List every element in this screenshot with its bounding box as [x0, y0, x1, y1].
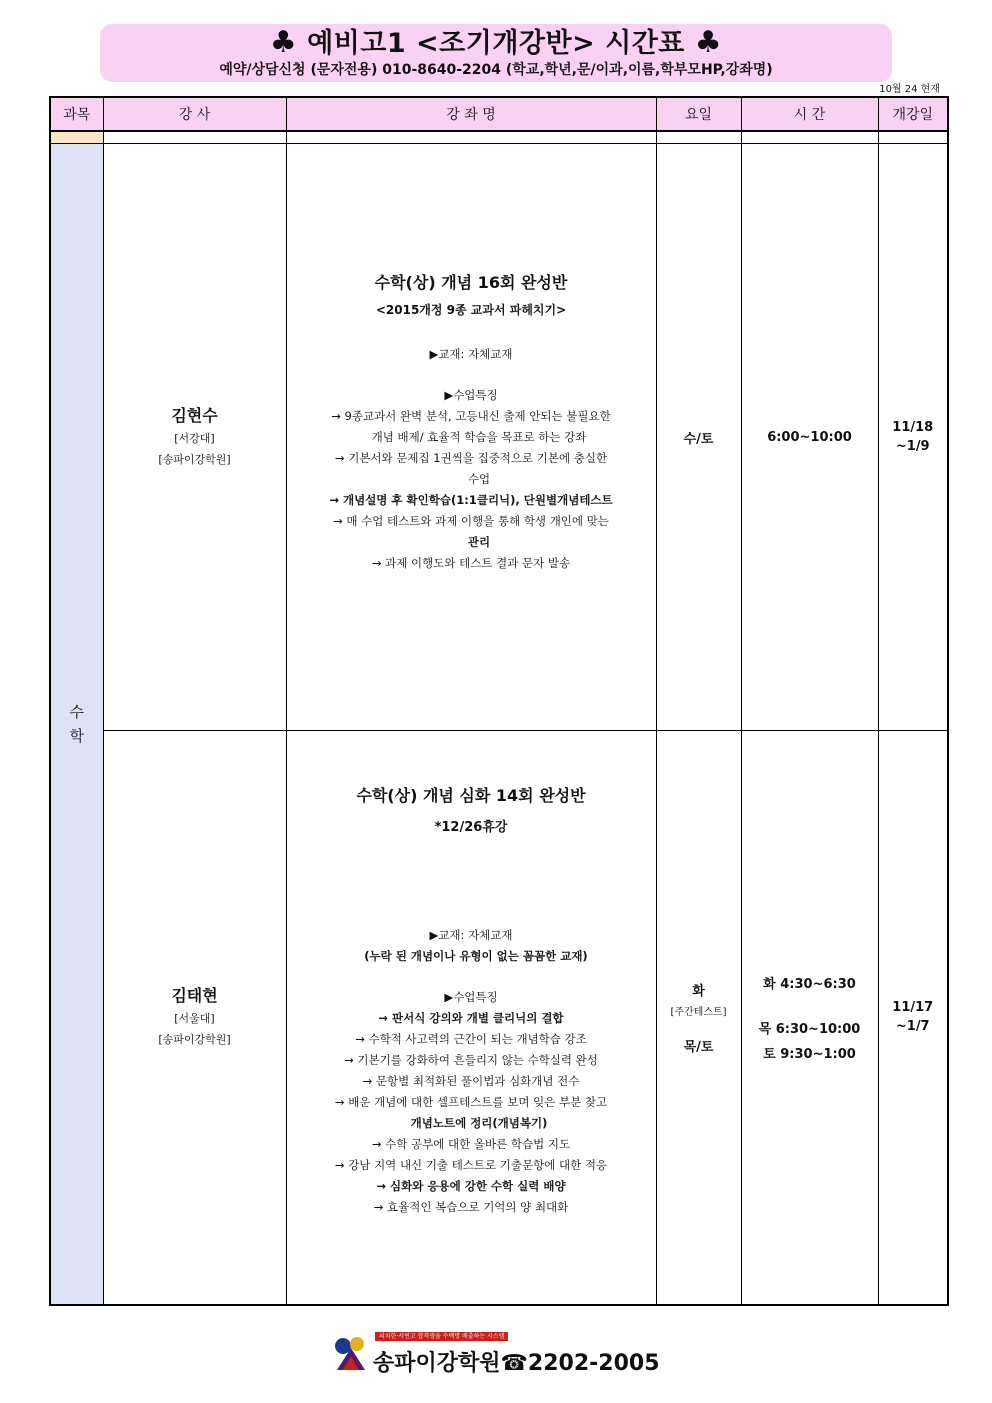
col-subject: 과목: [50, 97, 103, 131]
course-subtitle: <2015개정 9종 교과서 파헤치기>: [375, 303, 567, 317]
brand-phone: ☎2202-2005: [500, 1351, 660, 1376]
feature-item: → 수학 공부에 대한 올바른 학습법 지도: [371, 1137, 571, 1151]
start-cell: [878, 731, 948, 1305]
subject-cell: [50, 144, 103, 1305]
col-teacher: 강 사: [103, 97, 286, 131]
subject-label: 수학: [69, 703, 84, 745]
days-value: 수/토: [683, 431, 714, 447]
teacher-cell: [103, 144, 286, 731]
col-course: 강 좌 명: [286, 97, 656, 131]
time-3: 토 9:30~1:00: [763, 1046, 856, 1062]
time-2: 목 6:30~10:00: [758, 1021, 861, 1037]
time-cell: [741, 144, 878, 731]
end-date: ~1/9: [895, 439, 930, 454]
col-days: 요일: [656, 97, 741, 131]
start-date: 11/18: [892, 420, 934, 435]
textbook-line: ▶교재: 자체교재: [429, 928, 513, 942]
title-banner: [100, 24, 892, 82]
feature-item: → 개념설명 후 확인학습(1:1클리닉), 단원별개념테스트: [329, 493, 613, 507]
club-icon: ♣: [269, 25, 298, 60]
footer-brand: [373, 1346, 660, 1377]
days-cell: [656, 731, 741, 1305]
teacher-school: [서강대]: [174, 432, 215, 445]
feature-item: 개념 배제/ 효율적 학습을 목표로 하는 강좌: [371, 430, 587, 444]
teacher-cell: [103, 731, 286, 1305]
feature-item: 수업: [467, 472, 491, 486]
spacer-row: [50, 131, 948, 144]
col-start: 개강일: [878, 97, 948, 131]
feature-item: 개념노트에 정리(개념복기): [410, 1116, 548, 1130]
teacher-school: [서울대]: [174, 1012, 215, 1026]
academy-logo-icon: [333, 1334, 369, 1374]
table-row: [50, 144, 948, 731]
feature-item: → 기본서와 문제집 1권씩을 집중적으로 기본에 충실한: [334, 451, 608, 465]
footer-tagline: 의치한·서연고 합격생을 수백명 배출하는 시스템: [375, 1332, 508, 1341]
feature-item: → 기본기를 강화하여 흔들리지 않는 수학실력 완성: [344, 1053, 598, 1067]
course-cell: [286, 144, 656, 731]
page-title: [100, 27, 892, 60]
feature-item: → 9종교과서 완벽 분석, 고등내신 출제 안되는 불필요한: [331, 409, 611, 423]
days-cell: [656, 144, 741, 731]
feature-item: → 판서식 강의와 개별 클리닉의 결합: [378, 1011, 564, 1025]
feature-item: → 수학적 사고력의 근간이 되는 개념학습 강조: [355, 1032, 587, 1046]
time-cell: [741, 731, 878, 1305]
teacher-name: 김태현: [171, 986, 218, 1006]
course-title: 수학(상) 개념 심화 14회 완성반: [356, 786, 586, 805]
course-cell: [286, 731, 656, 1305]
teacher-academy: [송파이강학원]: [158, 1033, 231, 1047]
col-time: 시 간: [741, 97, 878, 131]
feature-item: → 효율적인 복습으로 기억의 양 최대화: [373, 1200, 569, 1214]
footer-logo: [333, 1330, 673, 1378]
feature-item: → 매 수업 테스트와 과제 이행을 통해 학생 개인에 맞는: [333, 514, 609, 528]
feature-item: → 과제 이행도와 테스트 결과 문자 발송: [371, 556, 571, 570]
feature-item: → 심화와 응용에 강한 수학 실력 배양: [376, 1179, 566, 1193]
start-cell: [878, 144, 948, 731]
features-label: ▶수업특징: [444, 990, 498, 1004]
feature-item: 관리: [467, 535, 491, 549]
teacher-academy: [송파이강학원]: [158, 453, 231, 466]
header-row: [50, 97, 948, 131]
textbook-note: (누락 된 개념이나 유형이 없는 꼼꼼한 교재): [364, 949, 588, 963]
brand-name: 송파이강학원: [373, 1351, 501, 1376]
features-label: ▶수업특징: [444, 388, 498, 402]
feature-item: → 강남 지역 내신 기출 테스트로 기출문항에 대한 적응: [334, 1158, 608, 1172]
course-subtitle: *12/26휴강: [434, 820, 508, 835]
day-1-note: [주간테스트]: [670, 1006, 727, 1018]
schedule-table: [49, 96, 949, 1306]
time-1: 화 4:30~6:30: [763, 976, 856, 992]
start-date: 11/17: [892, 1000, 934, 1016]
title-text: 예비고1 <조기개강반> 시간표: [307, 28, 685, 59]
time-value: 6:00~10:00: [767, 429, 852, 445]
end-date: ~1/7: [895, 1019, 930, 1035]
textbook-line: ▶교재: 자체교재: [429, 347, 513, 361]
day-2: 목/토: [683, 1039, 714, 1055]
contact-subtitle: 예약/상담신청 (문자전용) 010-8640-2204 (학교,학년,문/이과,이름,학부모HP,강좌명): [219, 62, 773, 78]
feature-item: → 문항별 최적화된 풀이법과 심화개념 전수: [362, 1074, 580, 1088]
day-1: 화: [692, 983, 705, 999]
feature-item: → 배운 개념에 대한 셀프테스트를 보며 잊은 부분 찾고: [334, 1095, 608, 1109]
club-icon: ♣: [694, 25, 723, 60]
table-row: [50, 731, 948, 1305]
as-of-date: 10월 24 현재: [879, 84, 940, 95]
course-title: 수학(상) 개념 16회 완성반: [374, 273, 568, 292]
teacher-name: 김현수: [171, 406, 218, 425]
